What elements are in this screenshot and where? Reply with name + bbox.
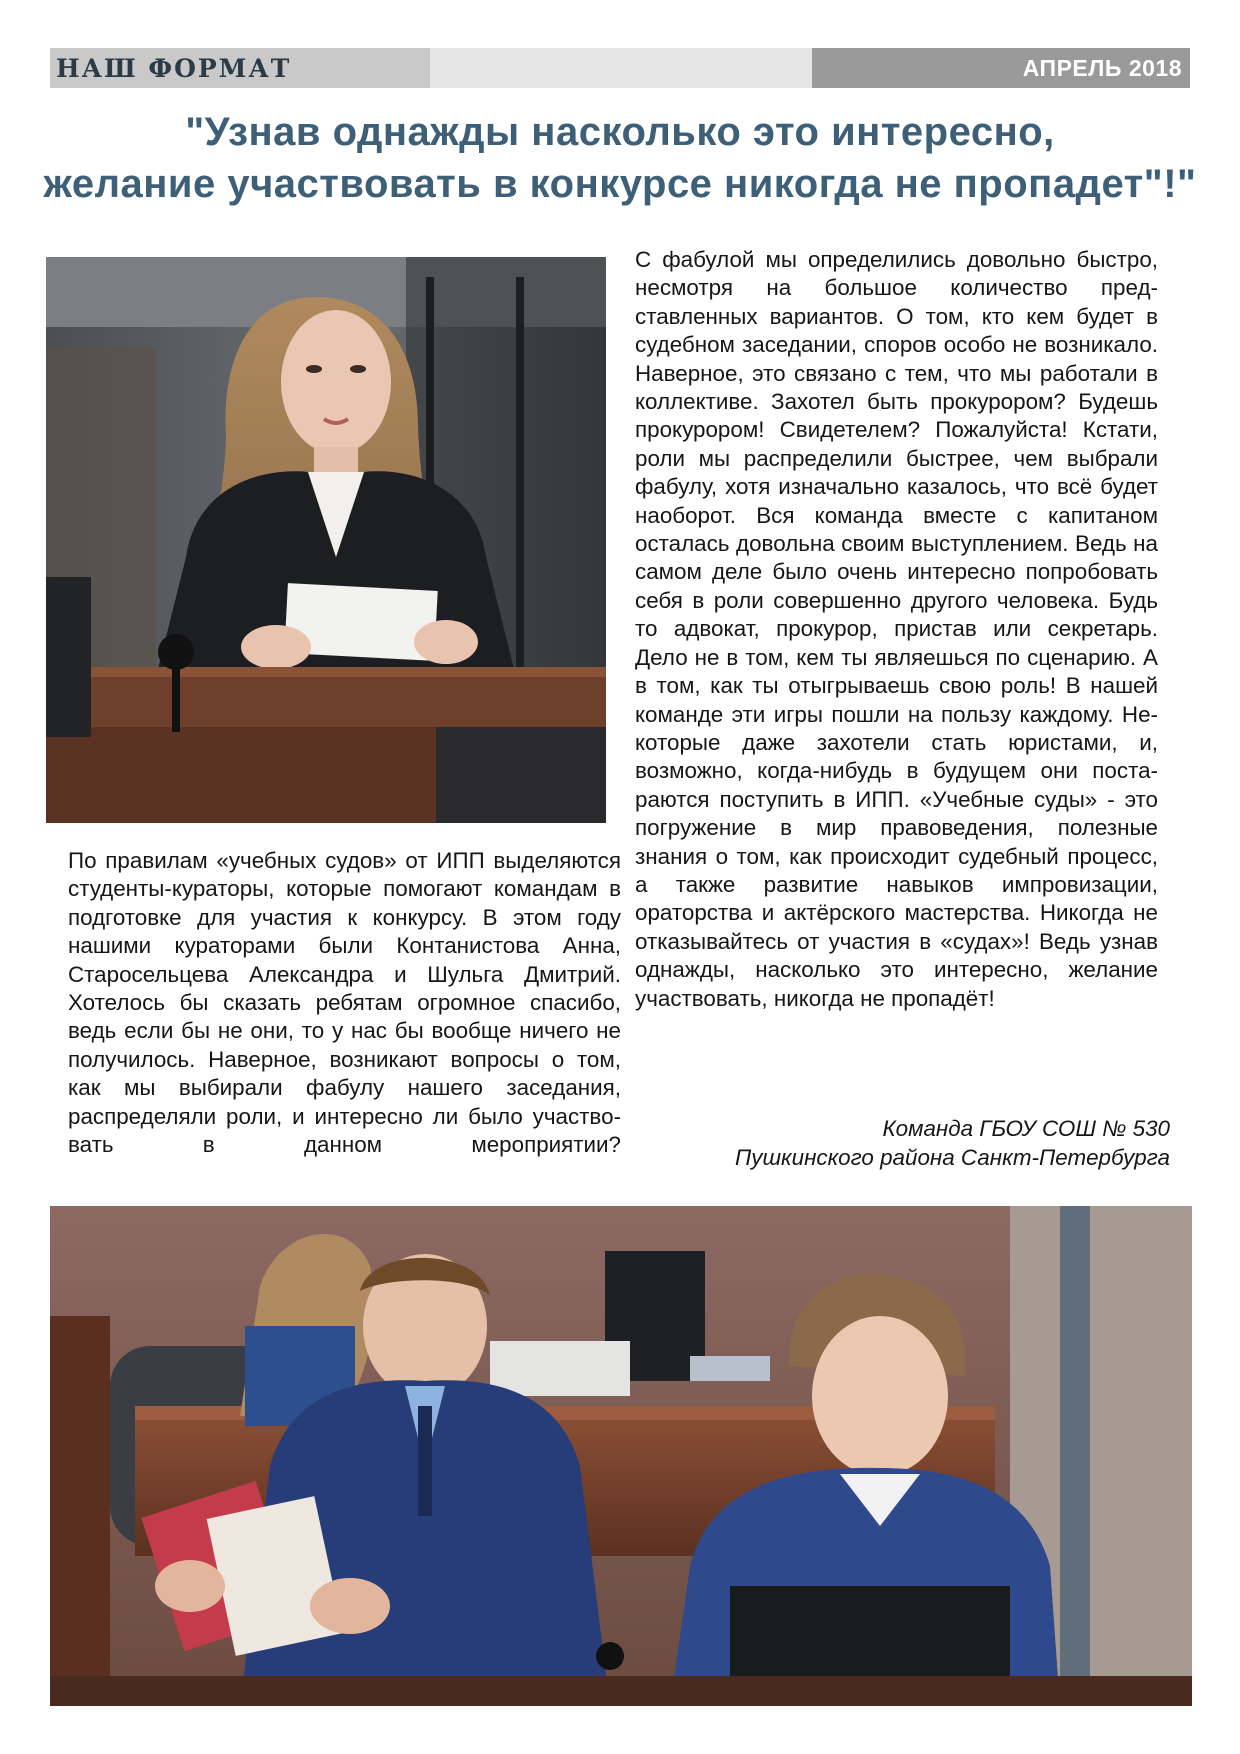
signature-line-2: Пушкинского района Санкт-Петербурга: [735, 1145, 1170, 1170]
photo-student-at-court-table: [46, 257, 606, 823]
issue-date: АПРЕЛЬ 2018: [1022, 55, 1182, 81]
article-body-right-column: С фабулой мы определились довольно быстро, несмотря на большое количество представленных вариантов. О том, кто кем будет в судебном заседании, споров особо не возникало. Наверное, это связано с тем, что мы работали в коллективе. Захотел быть прокурором? Будешь прокурором! Свидетелем? Пожалуйста! Кстати, роли мы распределили быстрее, чем выбрали фабулу, хотя изначально казалось, что всё будет наоборот. Вся команда вместе с капитаном осталась довольна своим выступлением. Ведь на самом деле было очень интересно попробовать себя в роли совершенно другого человека. Будь то адвокат, прокурор, пристав или секретарь. Дело не в том, кем ты являешься по сценарию. А в том, как ты отыгрываешь свою роль! В нашей команде эти игры пошли на пользу каждому. Некоторые даже захотели стать юристами, и, возможно, когда-нибудь в будущем они постараются поступить в ИПП. «Учебные суды» - это погружение в мир правоведения, полезные знания о том, как происходит судебный процесс, а также развитие навыков импровизации, ораторства и актёрского мастерства. Никогда не отказывайтесь от участия в «судах»! Ведь узнав однажды, насколько это интересно, желание участвовать, никогда не пропадёт!: [635, 247, 1158, 1011]
article-body-left-column: По правилам «учебных судов» от ИПП выделяются студенты-кураторы, которые помогают командам в подготовке для участия к конкурсу. В этом году нашими кураторами были Контанистова Анна, Старосельцева Александра и Шульга Дмитрий. Хотелось бы сказать ребятам огромное спасибо, ведь если бы не они, то у нас бы вообще ничего не получилось. Наверное, возникают вопросы о том, как мы выбирали фабулу нашего заседания, распределяли роли, и интересно ли было участвовать в данном мероприятии?: [68, 848, 621, 1158]
headline-line-2: желание участвовать в конкурсе никогда не пропадет"!": [43, 162, 1197, 206]
headline-line-1: "Узнав однажды насколько это интересно,: [185, 110, 1055, 154]
masthead-segment-middle: [430, 48, 812, 88]
signature-line-1: Команда ГБОУ СОШ № 530: [882, 1116, 1170, 1141]
photo-students-in-courtroom: [50, 1206, 1192, 1706]
article-signature: [550, 1114, 1170, 1172]
publication-name: НАШ ФОРМАТ: [56, 54, 292, 83]
masthead-bar: [50, 48, 1190, 88]
article-headline: [40, 106, 1200, 210]
